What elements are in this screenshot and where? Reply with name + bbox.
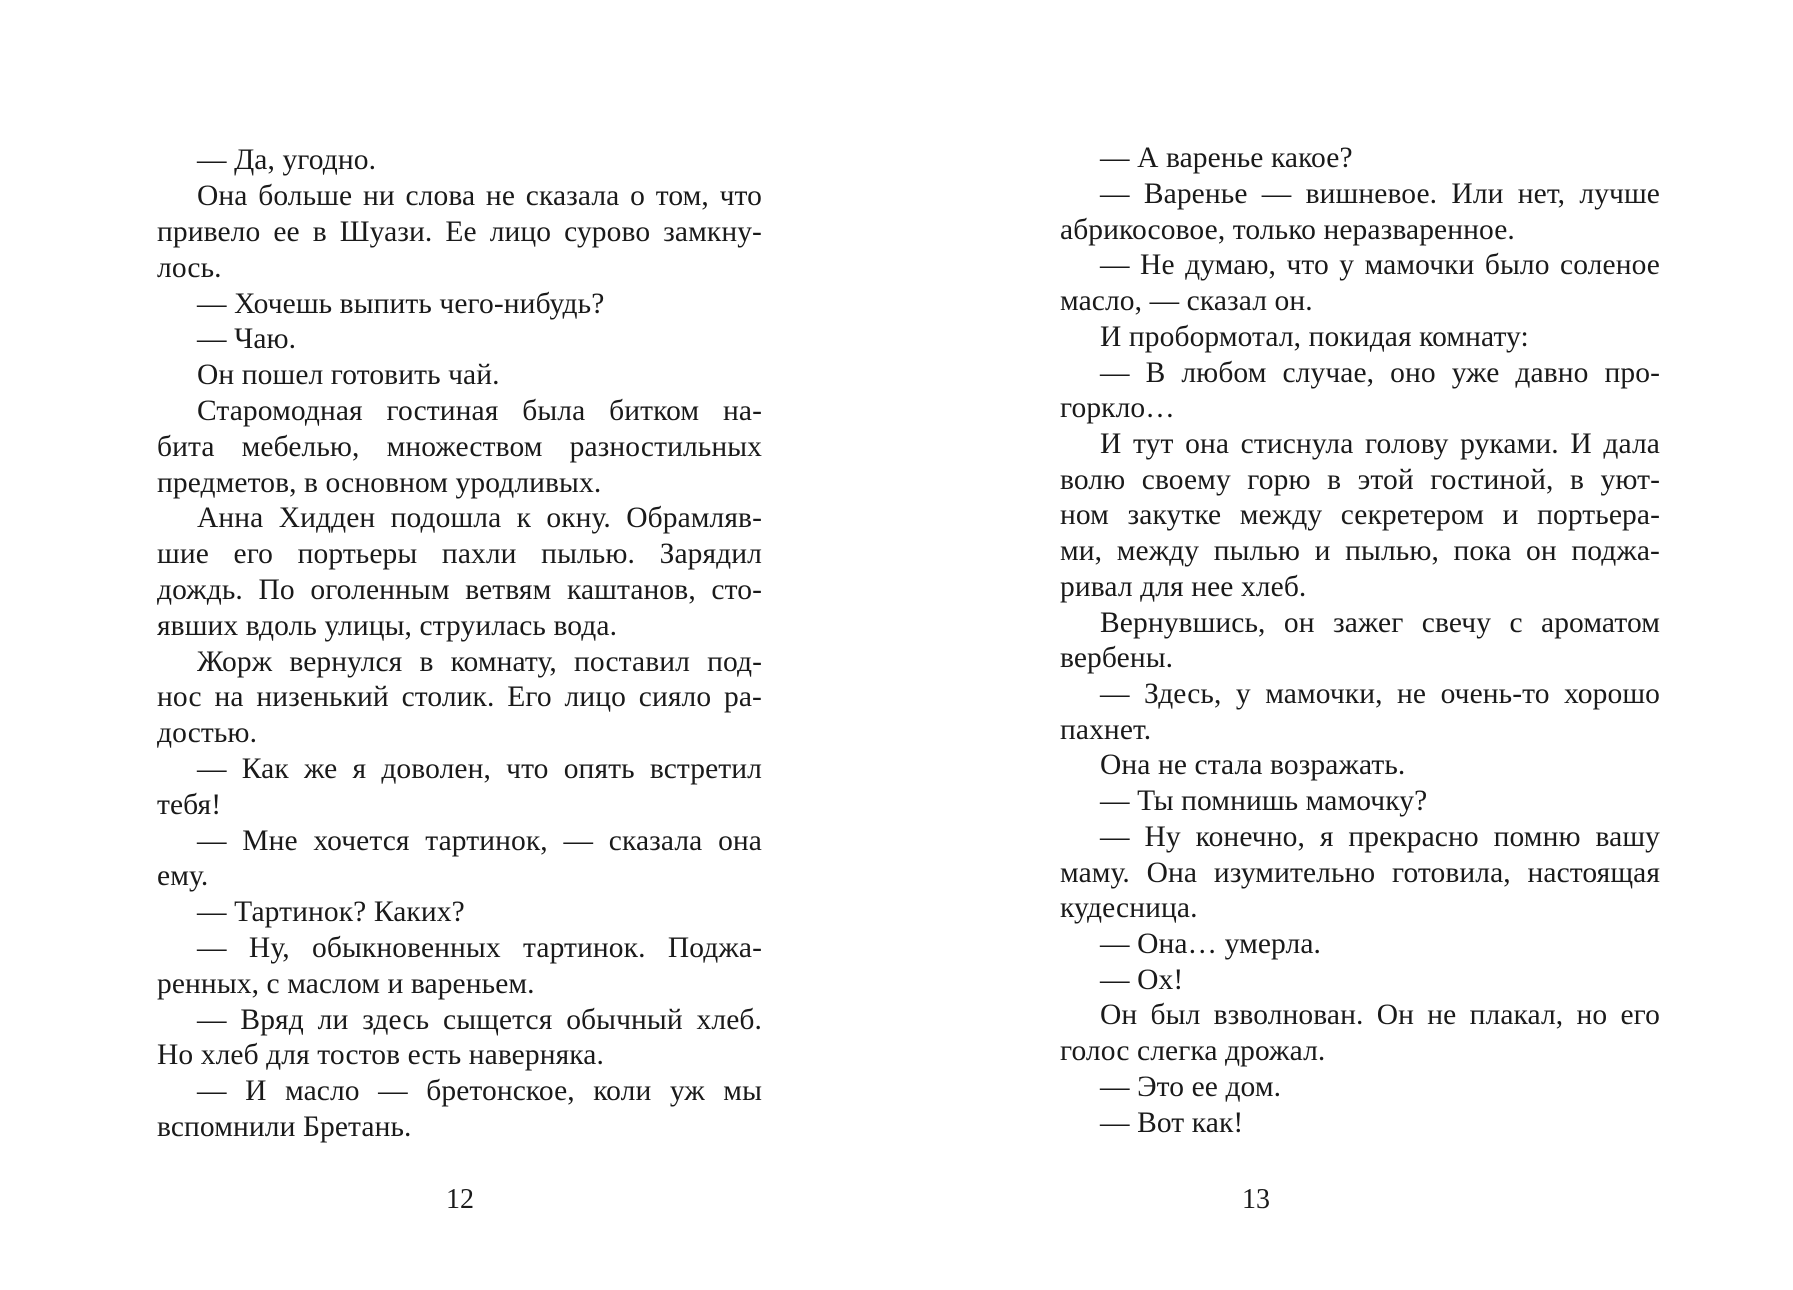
text-line: — Ну конечно, я прекрасно помню вашу: [1100, 821, 1660, 853]
text-line: Но хлеб для тостов есть наверняка.: [157, 1039, 604, 1071]
text-line: — Ну, обыкновенных тартинок. Поджа-: [197, 932, 762, 964]
text-line: Жорж вернулся в комнату, поставил под-: [197, 646, 762, 678]
text-line: — Это ее дом.: [1100, 1071, 1282, 1103]
text-line: — Да, угодно.: [197, 144, 377, 176]
text-line: Анна Хидден подошла к окну. Обрамляв-: [197, 502, 762, 534]
text-line: волю своему горю в этой гостиной, в уют-: [1060, 464, 1660, 496]
text-line: И тут она стиснула голову руками. И дала: [1100, 428, 1660, 460]
text-line: — Хочешь выпить чего-нибудь?: [197, 288, 605, 320]
text-line: — Варенье — вишневое. Или нет, лучше: [1100, 178, 1660, 210]
text-line: — Тартинок? Каких?: [197, 896, 465, 928]
text-line: — А варенье какое?: [1100, 142, 1353, 174]
left-page: [0, 0, 896, 1290]
text-line: Он пошел готовить чай.: [197, 359, 500, 391]
text-line: Она не стала возражать.: [1100, 749, 1406, 781]
text-line: достью.: [157, 717, 258, 749]
text-line: — Чаю.: [197, 323, 297, 355]
text-line: ренных, с маслом и вареньем.: [157, 968, 535, 1000]
right-page: [896, 0, 1793, 1290]
text-line: бита мебелью, множеством разностильных: [157, 431, 762, 463]
text-line: И пробормотал, покидая комнату:: [1100, 321, 1529, 353]
text-line: Она больше ни слова не сказала о том, что: [197, 180, 762, 212]
page-number: 12: [446, 1184, 474, 1215]
text-line: — Не думаю, что у мамочки было соленое: [1100, 249, 1660, 281]
text-line: — Ох!: [1100, 964, 1184, 996]
text-line: ми, между пылью и пылью, пока он поджа-: [1060, 535, 1660, 567]
text-line: Он был взволнован. Он не плакал, но его: [1100, 999, 1660, 1031]
text-line: вербены.: [1060, 642, 1174, 674]
text-line: маму. Она изумительно готовила, настоящая: [1060, 857, 1660, 889]
text-line: Вернувшись, он зажег свечу с ароматом: [1100, 607, 1660, 639]
page-number: 13: [1242, 1184, 1270, 1215]
text-line: привело ее в Шуази. Ее лицо сурово замкну-: [157, 216, 762, 248]
text-line: вспомнили Бретань.: [157, 1111, 412, 1143]
text-line: абрикосовое, только неразваренное.: [1060, 214, 1515, 246]
text-line: голос слегка дрожал.: [1060, 1035, 1326, 1067]
text-line: Старомодная гостиная была битком на-: [197, 395, 762, 427]
text-line: — Вот как!: [1100, 1107, 1244, 1139]
text-line: тебя!: [157, 789, 222, 821]
text-line: горкло…: [1060, 392, 1175, 424]
text-line: ном закутке между секретером и портьера-: [1060, 499, 1660, 531]
text-line: лось.: [157, 252, 222, 284]
text-line: — В любом случае, оно уже давно про-: [1100, 357, 1660, 389]
text-line: кудесница.: [1060, 892, 1198, 924]
text-line: предметов, в основном уродливых.: [157, 467, 602, 499]
text-line: нос на низенький столик. Его лицо сияло ра-: [157, 681, 762, 713]
text-line: масло, — сказал он.: [1060, 285, 1313, 317]
text-line: — Как же я доволен, что опять встретил: [197, 753, 762, 785]
text-line: шие его портьеры пахли пылью. Зарядил: [157, 538, 762, 570]
text-line: — Вряд ли здесь сыщется обычный хлеб.: [197, 1004, 762, 1036]
text-line: явших вдоль улицы, струилась вода.: [157, 610, 618, 642]
text-line: пахнет.: [1060, 714, 1152, 746]
text-line: — Здесь, у мамочки, не очень-то хорошо: [1100, 678, 1660, 710]
text-line: — Ты помнишь мамочку?: [1100, 785, 1428, 817]
text-line: ему.: [157, 860, 209, 892]
text-line: — Она… умерла.: [1100, 928, 1322, 960]
text-line: ривал для нее хлеб.: [1060, 571, 1307, 603]
text-line: — И масло — бретонское, коли уж мы: [197, 1075, 762, 1107]
text-line: дождь. По оголенным ветвям каштанов, сто-: [157, 574, 762, 606]
text-line: — Мне хочется тартинок, — сказала она: [197, 825, 762, 857]
